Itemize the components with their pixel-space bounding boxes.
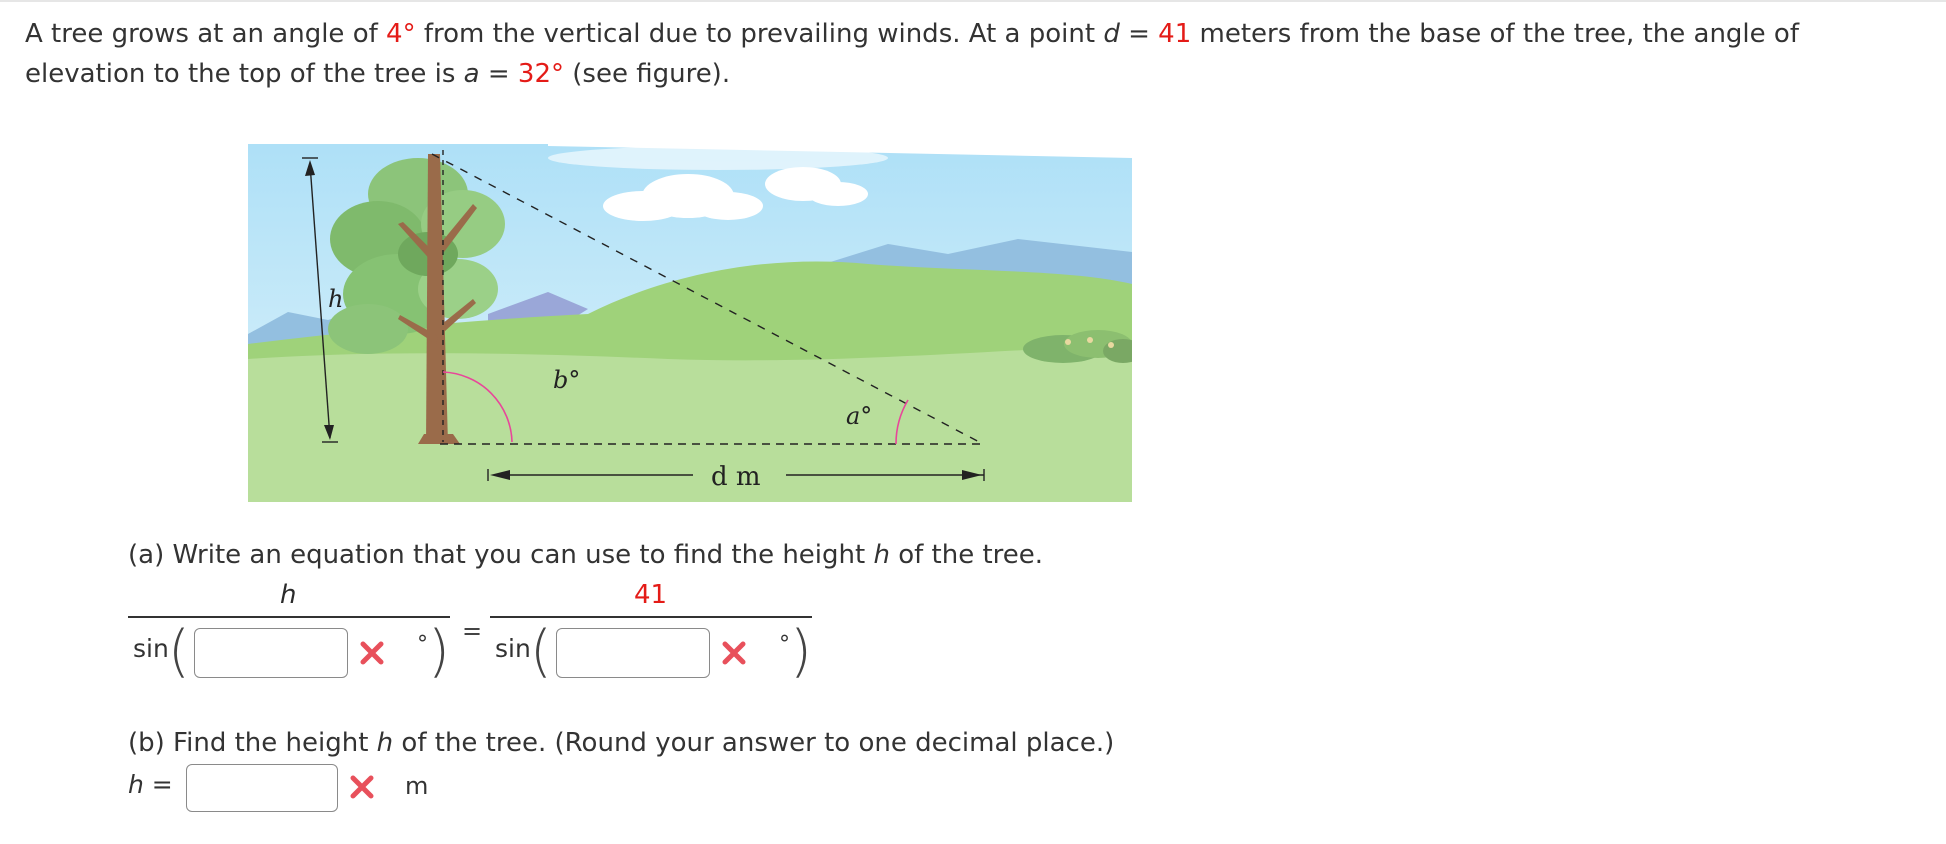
angle-input-right[interactable] (556, 628, 710, 678)
top-border (0, 0, 1946, 2)
problem-text: A tree grows at an angle of (25, 19, 387, 49)
hill-front (248, 344, 1132, 502)
h-label: h (328, 285, 344, 313)
incorrect-x-icon (357, 638, 387, 668)
h-variable: h (128, 770, 144, 799)
paren-open-left: ( (168, 619, 190, 684)
paren-close-right: ) (790, 619, 812, 684)
problem-line-2 (25, 54, 1799, 94)
a-variable: a (463, 59, 480, 89)
fraction-bar-left (128, 616, 450, 618)
problem-line-1 (25, 14, 1799, 54)
h-variable: h (376, 728, 394, 758)
problem-text: elevation to the top of the tree is (25, 59, 464, 89)
part-a-text: (a) Write an equation that you can use to find the height (128, 540, 874, 570)
angle-input-left[interactable] (194, 628, 348, 678)
numerator-right: 41 (634, 580, 668, 610)
fraction-bar-right (490, 616, 812, 618)
part-b-text: (b) Find the height (128, 728, 377, 758)
equals-sign: = (479, 59, 518, 89)
numerator-left: h (280, 580, 297, 610)
paren-close-left: ) (428, 619, 450, 684)
sin-label-right: sin (495, 634, 531, 663)
a-label: a° (846, 402, 873, 430)
h-answer-label (128, 770, 173, 799)
dm-label: d m (711, 462, 761, 492)
part-a-text: of the tree. (889, 540, 1044, 570)
problem-statement (25, 14, 1799, 94)
b-label: b° (553, 366, 581, 394)
paren-open-right: ( (530, 619, 552, 684)
incorrect-x-icon (719, 638, 749, 668)
unit-label: m (405, 772, 429, 800)
degree-symbol-right: ° (779, 632, 790, 657)
height-answer-input[interactable] (186, 764, 338, 812)
tree-figure (248, 144, 1132, 502)
part-a-question (128, 540, 1043, 570)
part-b-text: of the tree. (Round your answer to one decimal place.) (393, 728, 1115, 758)
tilt-angle-value: 4° (386, 19, 416, 49)
problem-text: meters from the base of the tree, the angle of (1191, 19, 1799, 49)
equals-sign: = (1119, 19, 1159, 49)
d-variable: d (1103, 19, 1120, 49)
incorrect-x-icon (347, 772, 377, 802)
h-variable: h (873, 540, 890, 570)
part-b-question (128, 728, 1114, 758)
equals-sign: = (143, 770, 173, 799)
sin-label-left: sin (133, 634, 169, 663)
problem-text: from the vertical due to prevailing winds. At a point (415, 19, 1104, 49)
equals-sign: = (462, 617, 483, 645)
problem-text: (see figure). (564, 59, 731, 89)
degree-symbol-left: ° (417, 632, 428, 657)
d-value: 41 (1158, 19, 1192, 49)
a-value: 32° (517, 59, 564, 89)
